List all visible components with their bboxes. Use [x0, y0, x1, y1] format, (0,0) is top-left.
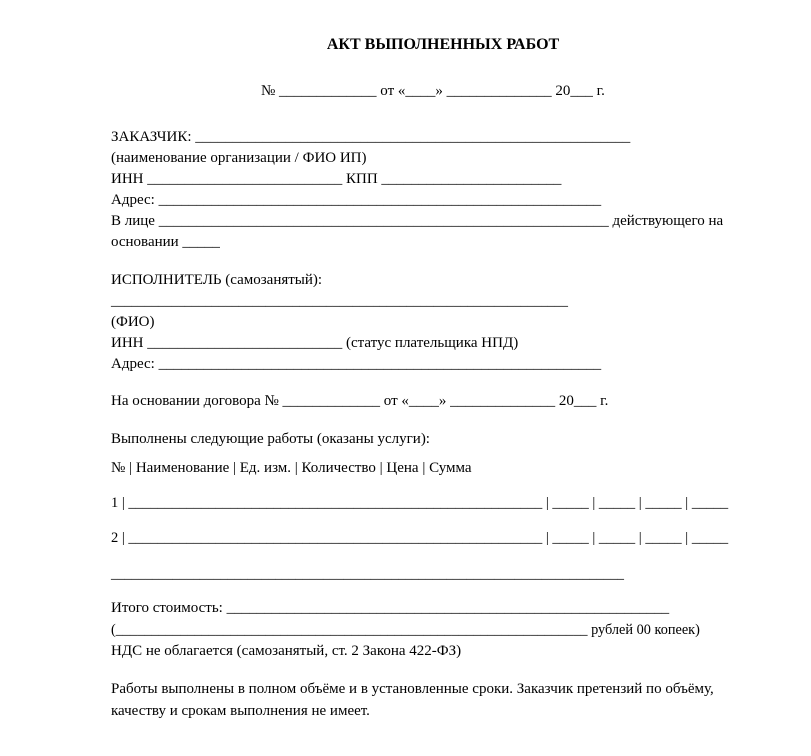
closing-statement-line: качеству и срокам выполнения не имеет.	[111, 703, 370, 719]
total-cost-words-line: (__________________________________________________________________ рублей 00 копеек)	[111, 622, 700, 638]
contractor-name-line: ____________________________________________________________________	[111, 293, 568, 309]
customer-name-hint: (наименование организации / ФИО ИП)	[111, 150, 367, 166]
document-title: АКТ ВЫПОЛНЕННЫХ РАБОТ	[326, 36, 560, 53]
contractor-heading: ИСПОЛНИТЕЛЬ (самозанятый):	[111, 272, 323, 288]
vat-note: НДС не облагается (самозанятый, ст. 2 Закона 422-ФЗ)	[111, 643, 462, 659]
works-table-header: № | Наименование | Ед. изм. | Количество | Цена | Сумма	[111, 460, 472, 476]
works-table-row: 2 | _________________________________________________________ | _____ | _____ | _____ | _____	[111, 530, 729, 546]
contractor-address-line: Адрес: ___________________________________________________________	[111, 356, 602, 372]
table-separator-line: ___________________________________________________________________________	[111, 566, 624, 582]
total-cost-line: Итого стоимость: ___________________________________________________________	[111, 600, 670, 616]
contract-basis-line: На основании договора № _____________ от «____» ______________ 20___ г.	[111, 393, 609, 409]
customer-basis-line: основании _____	[111, 234, 220, 250]
customer-inn-kpp-line: ИНН __________________________ КПП ________________________	[111, 171, 562, 187]
customer-line: ЗАКАЗЧИК: __________________________________________________________	[111, 129, 631, 145]
act-number-line: № _____________ от «____» ______________ 20___ г.	[261, 83, 605, 99]
customer-representative-line: В лице ____________________________________________________________ действующего на	[111, 213, 724, 229]
works-heading: Выполнены следующие работы (оказаны услуги):	[111, 431, 430, 447]
works-table-row: 1 | _________________________________________________________ | _____ | _____ | _____ | _____	[111, 495, 729, 511]
closing-statement-line: Работы выполнены в полном объёме и в установленные сроки. Заказчик претензий по объёму,	[111, 681, 714, 697]
customer-address-line: Адрес: ___________________________________________________________	[111, 192, 602, 208]
contractor-inn-line: ИНН __________________________ (статус плательщика НПД)	[111, 335, 519, 351]
contractor-name-hint: (ФИО)	[111, 314, 155, 330]
